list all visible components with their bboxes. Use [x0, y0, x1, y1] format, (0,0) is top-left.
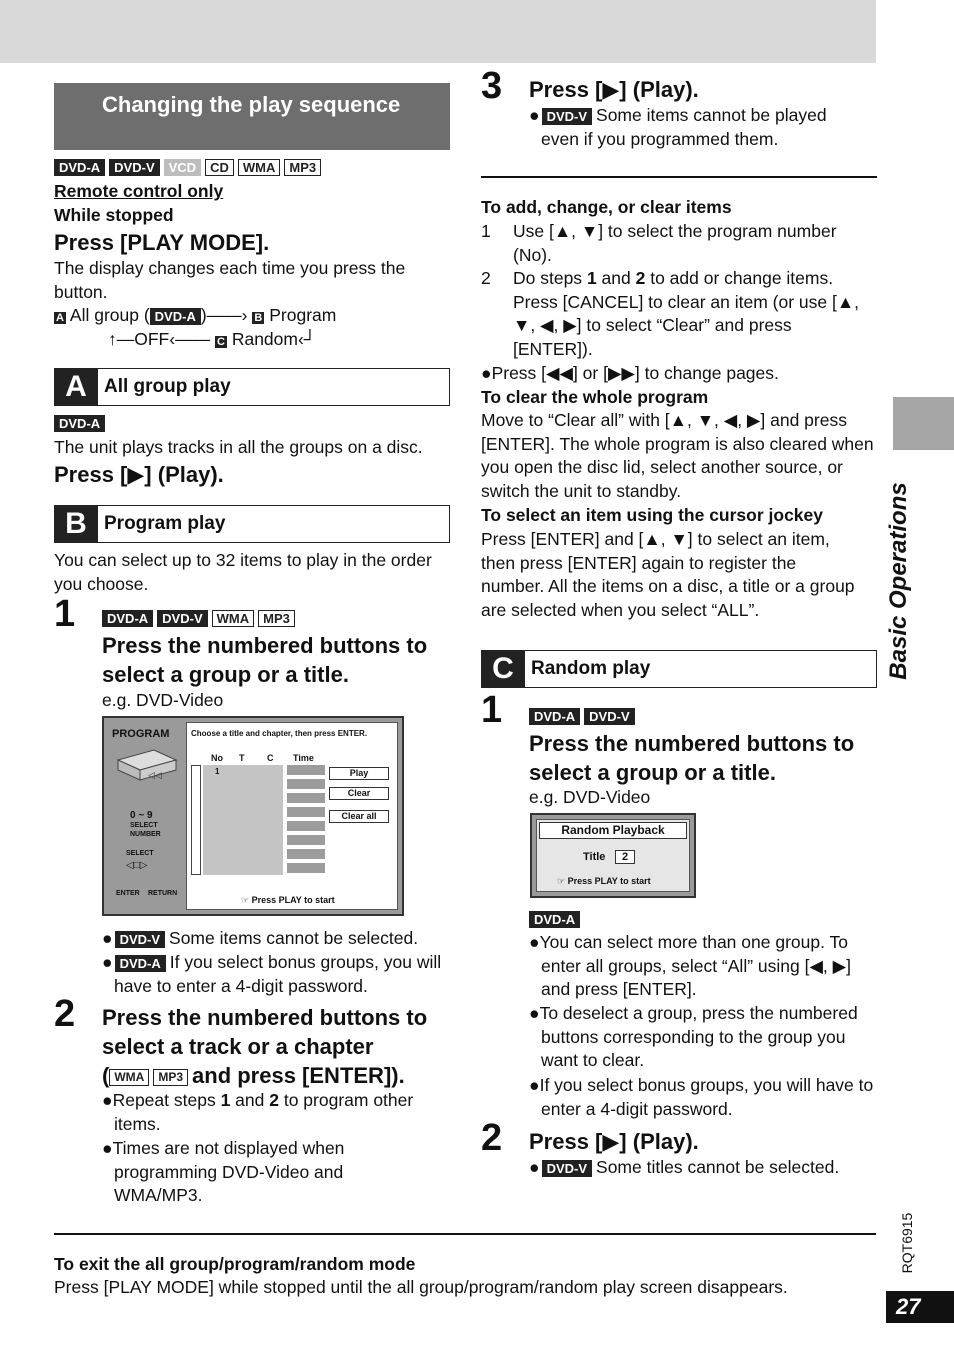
program-footer: [241, 895, 335, 906]
footer-title: To exit the all group/program/random mode: [54, 1254, 416, 1274]
tag-cd: CD: [205, 159, 234, 176]
c-note-1-text: You can select more than one group. To enter all groups, select “All” using [◀, ▶] and press [ENTER].: [539, 932, 851, 999]
step2-title: [102, 1003, 447, 1090]
item2-b2: 2: [635, 268, 646, 288]
cycle-a-marker: A: [54, 312, 66, 324]
c-step2-tag: DVD-V: [542, 1160, 592, 1177]
item2-mid: and: [596, 268, 636, 288]
add-change-item2: [513, 267, 873, 361]
add-change-n2: 2: [481, 268, 491, 288]
step1-tags: [102, 610, 299, 628]
footer-body: Press [PLAY MODE] while stopped until the all group/program/random play screen disappears.: [54, 1277, 788, 1297]
top-band: [0, 0, 876, 63]
clear-button[interactable]: Clear: [329, 787, 389, 800]
col-t: T: [239, 753, 245, 763]
cycle-close: ): [200, 305, 207, 325]
section-a-body: The unit plays tracks in all the groups on a disc.: [54, 437, 423, 457]
note-b1: 1: [220, 1090, 231, 1110]
return-arrow-icon: ↑—: [108, 329, 135, 349]
c-note-3-text: If you select bonus groups, you will have to enter a 4-digit password.: [539, 1075, 874, 1119]
step1-note-1: ● DVD-V Some items cannot be selected.: [102, 928, 419, 948]
note-times: Times are not displayed when programming DVD-Video and WMA/MP3.: [112, 1138, 345, 1205]
tag-dvd-a: DVD-A: [54, 159, 105, 176]
note-b2: 2: [269, 1090, 279, 1110]
change-pages: ●Press [◀◀] or [▶▶] to change pages.: [481, 363, 779, 383]
random-title: Random Playback: [539, 822, 687, 839]
random-footer: [557, 876, 651, 887]
clear-whole-title: To clear the whole program: [481, 387, 709, 407]
step1-tag-dvd-v: DVD-V: [157, 610, 207, 627]
random-title-label: Title: [583, 851, 606, 863]
c-note-2-text: To deselect a group, press the numbered buttons corresponding to the group you want to clear.: [539, 1003, 858, 1070]
col-no: No: [211, 753, 223, 763]
c-step2-note: ● DVD-V Some titles cannot be selected.: [529, 1157, 840, 1177]
disc-player-icon: [114, 746, 184, 782]
cycle-c-text: Random: [231, 329, 298, 349]
c-note-3: ●If you select bonus groups, you will have to enter a 4-digit password.: [529, 1075, 874, 1119]
divider-footer: [54, 1233, 876, 1235]
cycle-off: OFF: [134, 329, 170, 349]
random-title-value[interactable]: 2: [615, 850, 635, 864]
cursor-jockey-body: Press [ENTER] and [▲, ▼] to select an item, then press [ENTER] again to register the number. All the items on a disc, a title or a group are selected when you select “ALL”.: [481, 529, 855, 620]
note2-tag: DVD-A: [115, 955, 166, 972]
step3-number: 3: [481, 65, 503, 107]
hand-icon: ☞: [557, 876, 568, 886]
c-note-1: ●You can select more than one group. To enter all groups, select “All” using [◀, ▶] and press [ENTER].: [529, 932, 851, 999]
add-change-n1: 1: [481, 221, 491, 241]
step1-title: Press the numbered buttons to select a group or a title.: [102, 633, 428, 687]
cycle-c-marker: C: [215, 336, 227, 348]
while-stopped: While stopped: [54, 205, 174, 225]
program-grid: [203, 765, 283, 875]
note-post: to program other items.: [114, 1090, 414, 1134]
svg-text:◁◁: ◁◁: [148, 770, 162, 780]
c-step2-title: Press [▶] (Play).: [529, 1129, 699, 1154]
step2-note-1: ●Repeat steps 1 and 2 to program other items.: [102, 1090, 414, 1134]
arrow-right-icon: ——›: [206, 305, 248, 325]
step2-open: (: [102, 1063, 110, 1088]
mode-cycle-2: [108, 328, 316, 352]
cycle-b-text: Program: [269, 305, 337, 325]
tag-wma: WMA: [238, 159, 281, 176]
section-a-press: Press [▶] (Play).: [54, 462, 224, 487]
program-label: PROGRAM: [112, 728, 170, 740]
add-change-item1: Use [▲, ▼] to select the program number (No).: [513, 221, 837, 265]
program-screen: [102, 716, 404, 916]
item2-pre: Do steps: [513, 268, 587, 288]
item2-post: to add or change items. Press [CANCEL] to clear an item (or use [▲, ▼, ◀, ▶] to select “Clear” and press [ENTER]).: [513, 268, 860, 359]
item2-b1: 1: [586, 268, 597, 288]
section-b-title: Program play: [104, 513, 226, 534]
doc-code: RQT6915: [899, 1212, 915, 1274]
note1-text: Some items cannot be selected.: [169, 928, 419, 948]
remote-only: Remote control only: [54, 181, 224, 201]
step2-title-a: Press the numbered buttons to select a track or a chapter: [102, 1005, 428, 1059]
clear-all-button[interactable]: Clear all: [329, 810, 389, 823]
press-play-mode: Press [PLAY MODE].: [54, 230, 270, 255]
arrow-back-icon: ‹┘: [297, 329, 317, 349]
step3-note: ● DVD-V Some items cannot be played even if you programmed them.: [529, 105, 827, 149]
note2-text: If you select bonus groups, you will have to enter a 4-digit password.: [114, 952, 442, 996]
clear-whole-body: Move to “Clear all” with [▲, ▼, ◀, ▶] and press [ENTER]. The whole program is also cleared when you open the disc lid, select another source, or switch the unit to standby.: [481, 410, 874, 501]
tag-vcd: VCD: [164, 159, 201, 176]
c-step1-tags: [529, 708, 639, 726]
divider-right: [481, 176, 877, 178]
random-footer-text: Press PLAY to start: [567, 876, 651, 886]
step3-title: Press [▶] (Play).: [529, 77, 699, 102]
program-instruction: Choose a title and chapter, then press ENTER.: [191, 729, 368, 738]
side-tab: [893, 397, 954, 450]
step2-note-2: ●Times are not displayed when programming DVD-Video and WMA/MP3.: [102, 1138, 345, 1205]
display-changes: The display changes each time you press the button.: [54, 258, 406, 302]
scrollbar[interactable]: [191, 765, 201, 875]
col-c: C: [267, 753, 274, 763]
play-button[interactable]: Play: [329, 767, 389, 780]
step2-title-b: and press [ENTER]).: [192, 1063, 405, 1088]
step1-tag-mp3: MP3: [258, 610, 295, 627]
step3-note-text: Some items cannot be played even if you programmed them.: [541, 105, 827, 149]
cursor-jockey-title: To select an item using the cursor jockey: [481, 505, 824, 525]
step2-tag-wma: WMA: [109, 1069, 149, 1086]
arrow-left-icon: ‹——: [169, 329, 211, 349]
cycle-tag: DVD-A: [150, 308, 201, 325]
step1-number: 1: [54, 593, 76, 635]
section-c-letter: C: [481, 650, 525, 688]
section-c-header: [481, 650, 877, 688]
select-label: SELECT: [126, 850, 154, 857]
joystick-icon: ◁□▷: [126, 860, 148, 871]
random-screen: [530, 813, 696, 898]
select-number-label: SELECT NUMBER: [130, 822, 161, 838]
section-a-letter: A: [54, 368, 98, 406]
section-b-body: You can select up to 32 items to play in the order you choose.: [54, 550, 432, 594]
step3-tag: DVD-V: [542, 108, 592, 125]
change-pages-text: Press [◀◀] or [▶▶] to change pages.: [491, 363, 779, 383]
c-step1-tag-dvd-a: DVD-A: [529, 708, 580, 725]
program-footer-text: Press PLAY to start: [251, 895, 335, 905]
program-first-no: 1: [215, 767, 220, 776]
return-label: RETURN: [148, 890, 178, 897]
add-change-title: To add, change, or clear items: [481, 197, 732, 217]
section-a-tag: DVD-A: [54, 415, 105, 432]
time-column: [287, 765, 325, 875]
note-pre: Repeat steps: [112, 1090, 221, 1110]
cycle-b-marker: B: [252, 312, 264, 324]
c-step1-eg: e.g. DVD-Video: [529, 787, 651, 807]
hand-icon: ☞: [241, 895, 252, 905]
c-step2-note-text: Some titles cannot be selected.: [596, 1157, 840, 1177]
c-step1-title: Press the numbered buttons to select a group or a title.: [529, 731, 855, 785]
digits-icon: 0 ~ 9: [130, 810, 153, 821]
step2-tag-mp3: MP3: [153, 1069, 188, 1086]
random-panel: [536, 819, 690, 892]
step2-number: 2: [54, 993, 76, 1035]
disc-tags-row: [54, 159, 325, 177]
enter-label: ENTER: [116, 890, 140, 897]
c-note-2: ●To deselect a group, press the numbered buttons corresponding to the group you want to clear.: [529, 1003, 858, 1070]
section-a-header: [54, 368, 450, 406]
note-mid: and: [230, 1090, 270, 1110]
step1-tag-dvd-a: DVD-A: [102, 610, 153, 627]
c-tag-row: [529, 911, 584, 929]
section-b-letter: B: [54, 505, 98, 543]
note1-tag: DVD-V: [115, 931, 165, 948]
c-step1-tag-dvd-v: DVD-V: [584, 708, 634, 725]
section-b-header: [54, 505, 450, 543]
c-tag: DVD-A: [529, 911, 580, 928]
program-panel: [186, 722, 398, 910]
step1-note-2: ● DVD-A If you select bonus groups, you will have to enter a 4-digit password.: [102, 952, 442, 996]
c-step1-number: 1: [481, 689, 503, 731]
step1-tag-wma: WMA: [212, 610, 255, 627]
section-a-tag-row: [54, 415, 109, 433]
page-number: 27: [886, 1291, 954, 1323]
tag-mp3: MP3: [284, 159, 321, 176]
step1-eg: e.g. DVD-Video: [102, 690, 224, 710]
section-c-title: Random play: [531, 658, 651, 679]
side-label: Basic Operations: [885, 482, 912, 680]
mode-cycle: [54, 304, 454, 328]
section-a-title: All group play: [104, 376, 231, 397]
col-time: Time: [293, 753, 314, 763]
section-title: Changing the play sequence: [54, 83, 450, 150]
c-step2-number: 2: [481, 1117, 503, 1159]
tag-dvd-v: DVD-V: [109, 159, 159, 176]
cycle-a-text: All group (: [69, 305, 150, 325]
